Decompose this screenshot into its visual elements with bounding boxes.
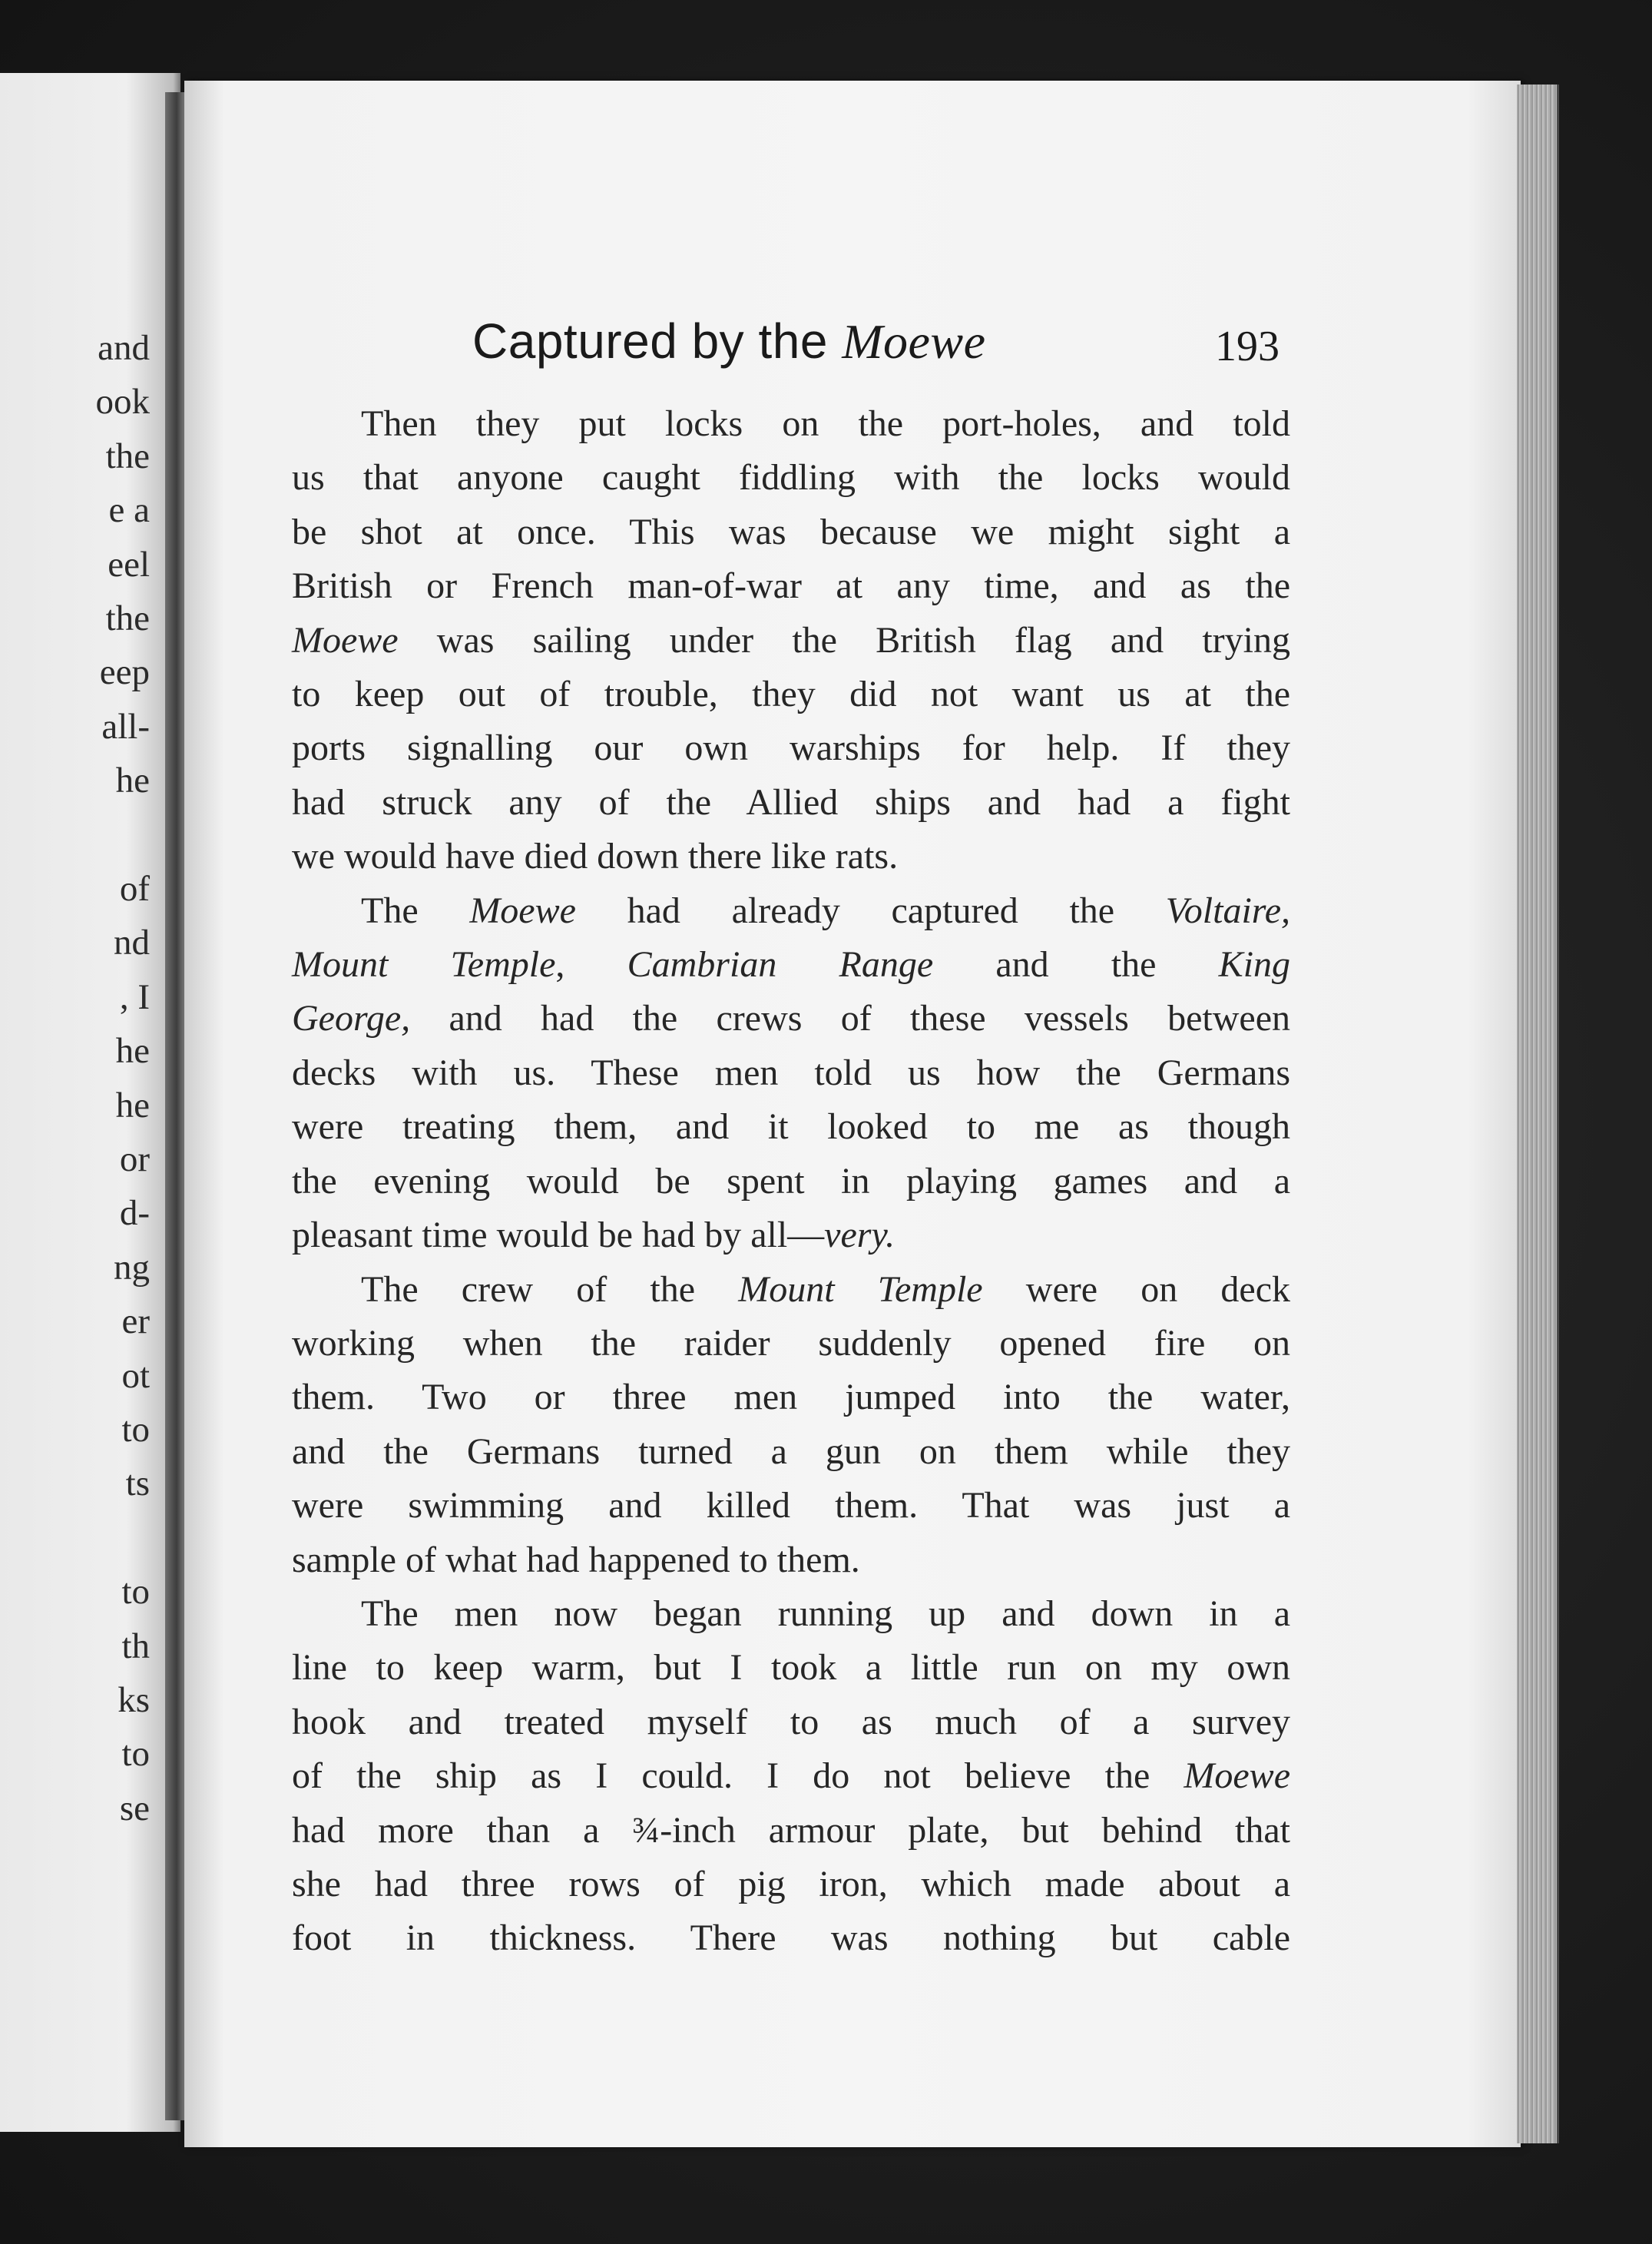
left-page-fragment: he [115, 1085, 150, 1125]
text-line: the evening would be spent in playing games and a [292, 1160, 1290, 1202]
left-page-fragment: the [105, 598, 150, 638]
text-line: Moewe was sailing under the British flag and trying [292, 619, 1290, 661]
body-text [292, 397, 1290, 1966]
left-page-fragment: , I [119, 976, 150, 1017]
right-page [184, 81, 1521, 2147]
left-page-fragment: se [119, 1788, 150, 1828]
left-page-fragment: ts [125, 1463, 150, 1504]
running-head-text: Captured by the [472, 313, 843, 369]
left-page-fragment: the [105, 436, 150, 476]
left-page [0, 73, 180, 2132]
text-line: The men now began running up and down in a [361, 1593, 1290, 1634]
left-page-fragment: nd [114, 923, 150, 963]
left-page-fragment: he [115, 761, 150, 801]
text-line: line to keep warm, but I took a little run on my own [292, 1647, 1290, 1689]
text-line: working when the raider suddenly opened fire on [292, 1322, 1290, 1364]
text-line: had more than a ¾-inch armour plate, but behind that [292, 1809, 1290, 1851]
left-page-fragment: ook [95, 382, 150, 423]
page-number: 193 [1215, 323, 1280, 370]
text-line: to keep out of trouble, they did not want us at the [292, 674, 1290, 715]
left-page-fragment: d- [119, 1193, 150, 1234]
left-page-fragment: he [115, 1031, 150, 1072]
left-page-fragment: all- [101, 706, 150, 747]
text-line: George, and had the crews of these vessels between [292, 998, 1290, 1039]
text-line: ports signalling our own warships for help. If they [292, 728, 1290, 769]
text-line: British or French man-of-war at any time, and as the [292, 565, 1290, 607]
left-page-fragment: e a [108, 490, 150, 531]
left-page-fragment: eel [108, 544, 150, 585]
text-line: be shot at once. This was because we might sight a [292, 511, 1290, 552]
text-line: we would have died down there like rats. [292, 836, 899, 877]
text-line: were treating them, and it looked to me as though [292, 1106, 1290, 1148]
left-page-fragment: eep [99, 652, 150, 693]
left-page-fragment: to [121, 1410, 150, 1450]
running-head [472, 313, 986, 370]
left-page-fragment: or [119, 1139, 150, 1179]
left-page-fragment: ks [118, 1680, 150, 1720]
text-line: The Moewe had already captured the Voltaire, [361, 890, 1290, 931]
left-page-fragment: to [121, 1734, 150, 1775]
text-line: of the ship as I could. I do not believe the Moewe [292, 1755, 1290, 1797]
text-line: she had three rows of pig iron, which made about a [292, 1863, 1290, 1904]
running-head-italic: Moewe [842, 314, 986, 369]
text-line: hook and treated myself to as much of a survey [292, 1701, 1290, 1742]
left-page-fragment: to [121, 1572, 150, 1613]
text-line: pleasant time would be had by all—very. [292, 1215, 896, 1256]
left-page-fragment: and [98, 328, 150, 368]
left-page-fragment: er [121, 1301, 150, 1342]
text-line: Then they put locks on the port-holes, and told [361, 403, 1290, 444]
page-edges [1517, 85, 1559, 2143]
text-line: The crew of the Mount Temple were on deck [361, 1268, 1290, 1310]
text-line: sample of what had happened to them. [292, 1539, 860, 1580]
text-line: us that anyone caught fiddling with the locks would [292, 457, 1290, 499]
text-line: had struck any of the Allied ships and had a fight [292, 781, 1290, 823]
left-page-fragment: th [121, 1626, 150, 1666]
text-line: and the Germans turned a gun on them while they [292, 1430, 1290, 1472]
left-page-fragment: ng [114, 1247, 150, 1288]
text-line: Mount Temple, Cambrian Range and the King [292, 944, 1291, 986]
text-line: decks with us. These men told us how the Germans [292, 1052, 1290, 1093]
text-line: them. Two or three men jumped into the water, [292, 1377, 1290, 1418]
text-line: were swimming and killed them. That was just a [292, 1485, 1290, 1526]
text-line: foot in thickness. There was nothing but cable [292, 1918, 1290, 1959]
page-header [184, 313, 1521, 374]
left-page-fragment: ot [121, 1355, 150, 1396]
left-page-fragment: of [119, 869, 150, 909]
